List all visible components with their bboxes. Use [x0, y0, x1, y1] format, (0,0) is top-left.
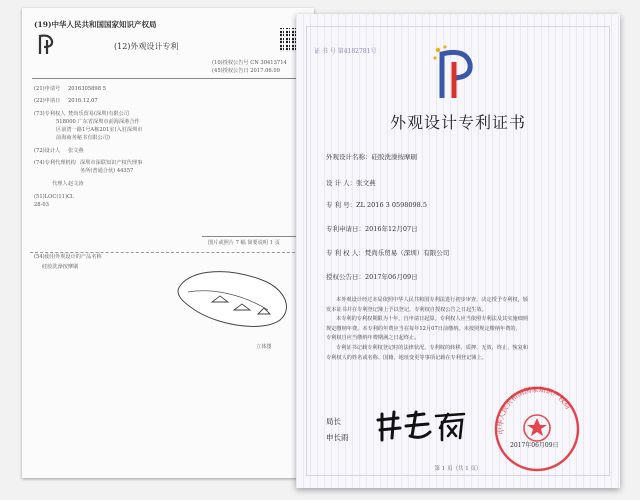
grant-number: (10)授权公告号 CN 30413714 — [212, 60, 287, 66]
body-line: 本专利的专利权期限为十年，自申请日起算。专利权人应当依照专利法及其实施细则 — [336, 316, 528, 323]
body-line: 本外观设计经过本局依照中华人民共和国专利法进行初步审查，决定授予专利权，颁 — [336, 297, 528, 303]
patent-number: 专 利 号：ZL 2016 3 0598098.5 — [326, 201, 427, 209]
agent: 赵文涛 — [68, 181, 84, 187]
page-footer: 第 1 页（共 1 页） — [434, 466, 482, 472]
body-line: 专利证书记载专利权登记时的法律状况。专利权的转移、质押、无效、终止、恢复和 — [336, 344, 528, 351]
grant-date: (45)授权公告日 2017.06.09 — [212, 68, 280, 74]
publication-type: (12)外观设计专利 — [114, 42, 179, 51]
body-line: 专利权自应当缴纳年费期满之日起终止。 — [326, 335, 420, 342]
view-caption: 立体图 — [256, 344, 272, 350]
designer: 设 计 人：张文燕 — [326, 179, 376, 187]
director-role: 局长 — [326, 417, 341, 426]
address-line: 518000 广东省深圳市前海深港合作 — [56, 119, 140, 125]
product-perspective-drawing — [172, 258, 302, 338]
patentee: 梵尚乐贸易(深圳)有限公司 — [68, 111, 130, 117]
certificate-body — [326, 296, 592, 363]
product-name-label: (54)使用外观设计的产品名称 — [34, 254, 102, 260]
patent-office-logo — [34, 32, 62, 56]
agency: 务所(普通合伙) 44357 — [80, 168, 134, 174]
locarno-class: 28-03 — [34, 202, 49, 208]
director-name: 申长雨 — [326, 433, 349, 442]
designer: 张文燕 — [68, 148, 84, 154]
certificate-number: 证 书 号 第4182781号 — [314, 48, 377, 55]
address-line: 前海商务秘书有限公司) — [56, 135, 110, 141]
director-signature — [372, 406, 472, 446]
patent-publication-page: (19)中华人民共和国国家知识产权局 (12)外观设计专利 (10)授权公告号 CN 30413714 (45)授权公告日 2017.06.09 (21)申请号 2016305898 5 (22)申请日 2016.12.07 (73)专利权人 梵尚乐贸易(深圳)有限公司 518000 广东省深圳市前海深港合作 区前湾一路1号A栋201室(入驻深圳市 前海商务秘书有限公司) (72)设计人 张文燕 (74)专利代理机构 深圳市深联知识产权代理事 务所(普通合伙) 44357 代理人 赵文涛 (51)LOC(11)Cl. 28-03 图片或照片 7 幅 简要说明 1 页 (54)使用外观设计的产品名称 硅胶洗澡按摩刷 立体图 — [22, 8, 314, 478]
design-name: 外观设计名称：硅胶洗澡按摩刷 — [326, 153, 417, 161]
official-seal — [492, 384, 582, 474]
cnipa-emblem — [432, 44, 478, 100]
product-name: 硅胶洗澡按摩刷 — [42, 264, 79, 270]
seal-text: 中华人民共和国国家知识产权局 — [496, 385, 573, 435]
body-line: 发本证书并在专利登记簿上予以登记。专利权自授权公告之日起生效。 — [326, 306, 487, 313]
application-number: 2016305898 5 — [68, 86, 106, 92]
design-patent-certificate — [296, 14, 620, 488]
filing-date: 2016.12.07 — [68, 98, 98, 104]
body-line: 规定缴纳年费。本专利的年费应当在每年12月07日前缴纳。未按照规定缴纳年费的， — [326, 325, 521, 332]
filing-date: 专利申请日：2016年12月07日 — [326, 225, 418, 233]
grant-date: 授权公告日：2017年06月09日 — [326, 273, 418, 281]
page-summary: 图片或照片 7 幅 简要说明 1 页 — [208, 240, 280, 246]
address-line: 区前湾一路1号A栋201室(入驻深圳市 — [56, 127, 143, 133]
office-header: (19)中华人民共和国国家知识产权局 — [34, 20, 157, 29]
seal-date: 2017年06月09日 — [510, 442, 559, 449]
agency: 深圳市深联知识产权代理事 — [80, 160, 143, 166]
body-line: 专利权人的姓名或名称、国籍、地址变更等事项记载在专利登记簿上。 — [326, 354, 487, 361]
patentee: 专 利 权 人：梵尚乐贸易（深圳）有限公司 — [326, 249, 450, 257]
certificate-title: 外观设计专利证书 — [389, 113, 526, 132]
